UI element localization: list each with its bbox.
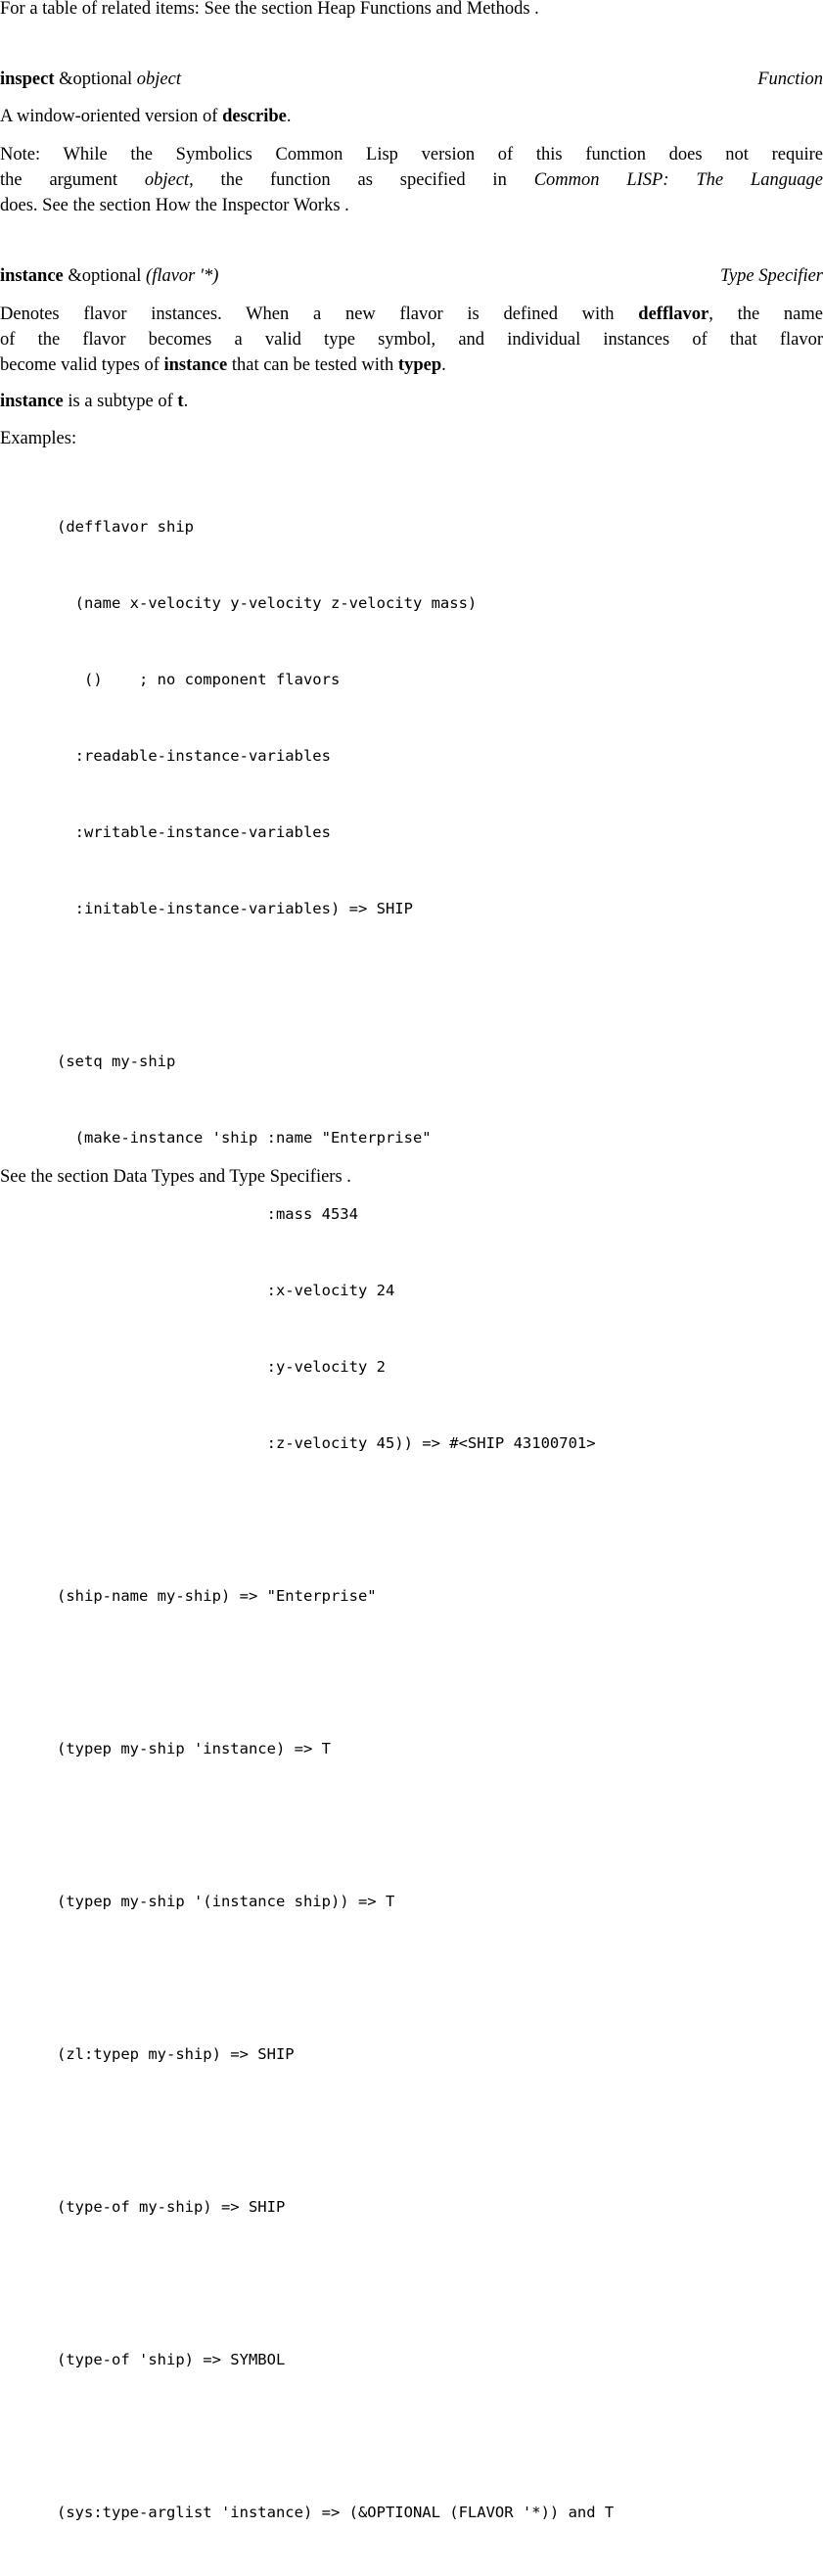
inspect-kind: Function xyxy=(757,70,823,89)
code-line: :z-velocity 45)) => #<SHIP 43100701> xyxy=(57,1434,596,1452)
code-line: (name x-velocity y-velocity z-velocity mass) xyxy=(57,594,478,612)
code-line xyxy=(57,2118,614,2143)
related-items-text: For a table of related items: See the section xyxy=(0,0,318,19)
code-line: :initable-instance-variables) => SHIP xyxy=(57,900,413,917)
instance-para-line-2: of the flavor becomes a valid type symbol, and individual instances of that flavor xyxy=(0,330,823,350)
code-line: :writable-instance-variables xyxy=(57,823,331,841)
examples-label: Examples: xyxy=(0,429,77,448)
inspector-works-link[interactable]: How the Inspector Works xyxy=(155,196,341,215)
code-line: :x-velocity 24 xyxy=(57,1282,395,1299)
code-line: (type-of my-ship) => SHIP xyxy=(57,2198,286,2216)
inspect-entry-header xyxy=(0,67,823,92)
data-types-link[interactable]: Data Types and Type Specifiers xyxy=(113,1167,343,1187)
code-line xyxy=(57,2423,614,2449)
code-line: :mass 4534 xyxy=(57,1205,358,1223)
code-example-block xyxy=(57,463,614,2576)
code-line xyxy=(57,972,614,998)
code-line: :readable-instance-variables xyxy=(57,747,331,765)
code-line: (setq my-ship xyxy=(57,1053,176,1070)
inspect-note-line-1: Note: While the Symbolics Common Lisp version of this function does not require xyxy=(0,145,823,164)
code-line: (typep my-ship '(instance ship)) => T xyxy=(57,1893,395,1910)
inspect-note-line-2: the argument object, the function as specified in Common LISP: The Language xyxy=(0,170,823,190)
code-line xyxy=(57,1507,614,1532)
related-items-line: For a table of related items: See the section Heap Functions and Methods . xyxy=(0,0,539,19)
instance-name: instance &optional (flavor '*) xyxy=(0,266,219,286)
code-line xyxy=(57,2271,614,2296)
code-line xyxy=(57,1812,614,1838)
inspect-name: inspect &optional object xyxy=(0,70,181,89)
code-line xyxy=(57,1965,614,1991)
code-line: (make-instance 'ship :name "Enterprise" xyxy=(57,1129,432,1147)
heap-functions-link[interactable]: Heap Functions and Methods xyxy=(317,0,530,19)
code-line: (defflavor ship xyxy=(57,518,194,536)
see-also-line: See the section Data Types and Type Specifiers . xyxy=(0,1167,351,1187)
inspect-note-line-3: does. See the section How the Inspector Works . xyxy=(0,196,349,215)
code-line: (zl:typep my-ship) => SHIP xyxy=(57,2045,295,2063)
code-line: (sys:type-arglist 'instance) => (&OPTIONAL (FLAVOR '*)) and T xyxy=(57,2504,615,2521)
instance-para-line-1: Denotes flavor instances. When a new flavor is defined with defflavor, the name xyxy=(0,304,823,324)
code-line: () ; no component flavors xyxy=(57,671,341,688)
instance-entry-header xyxy=(0,263,823,289)
instance-kind: Type Specifier xyxy=(720,266,823,286)
inspect-description: A window-oriented version of describe. xyxy=(0,107,292,126)
code-line xyxy=(57,1660,614,1685)
instance-subtype-line: instance is a subtype of t. xyxy=(0,392,189,411)
instance-para-line-3: become valid types of instance that can be tested with typep. xyxy=(0,355,446,375)
code-line: (type-of 'ship) => SYMBOL xyxy=(57,2351,286,2368)
code-line: (ship-name my-ship) => "Enterprise" xyxy=(57,1587,377,1605)
code-line: (typep my-ship 'instance) => T xyxy=(57,1740,331,1757)
code-line: :y-velocity 2 xyxy=(57,1358,386,1376)
